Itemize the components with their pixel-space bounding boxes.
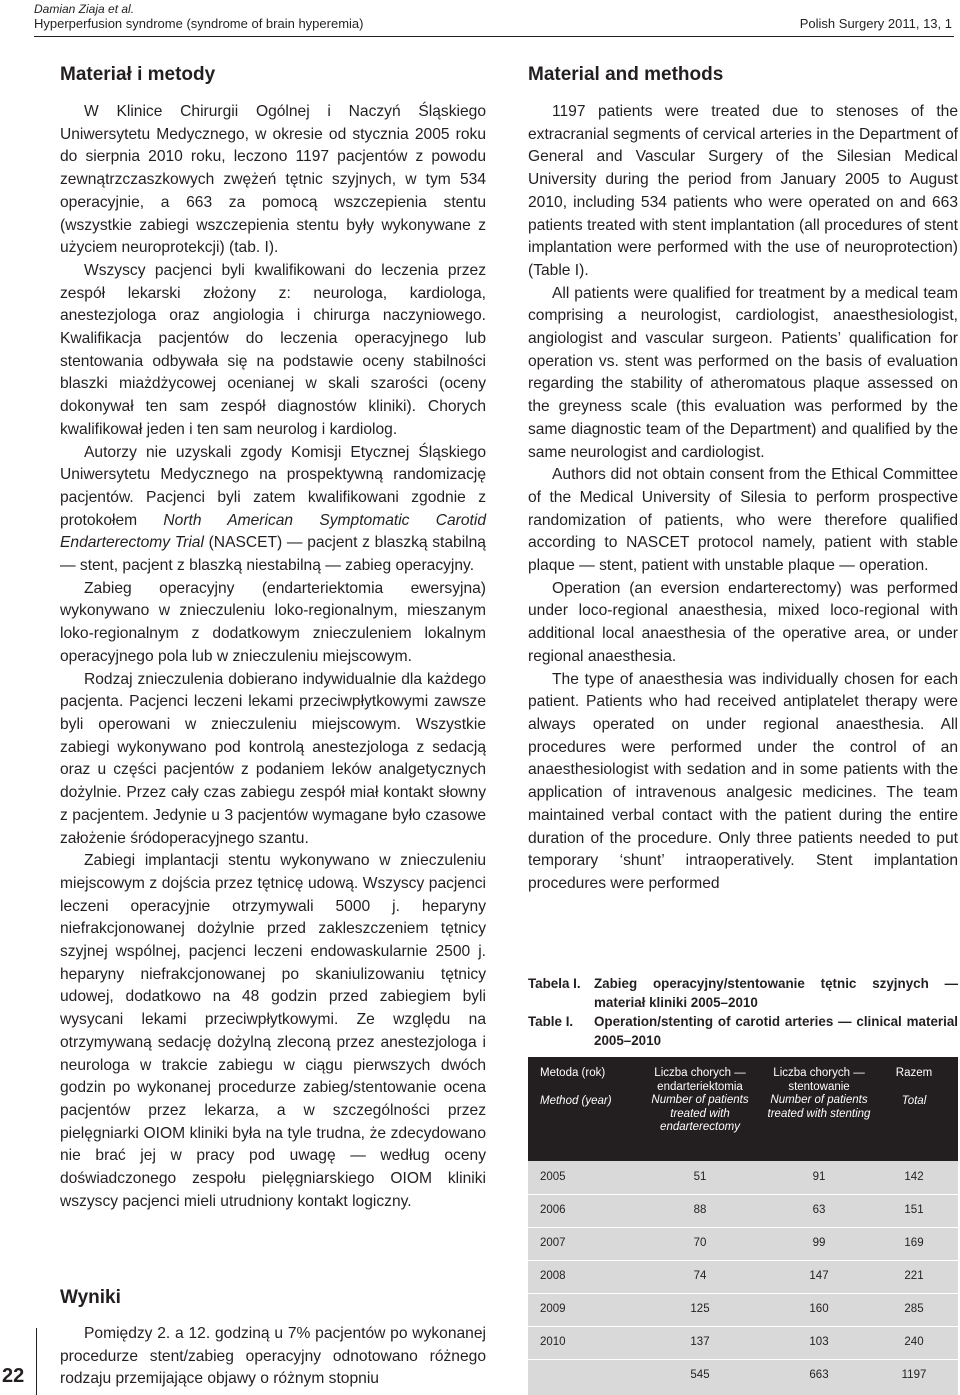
table-row: [528, 1326, 958, 1360]
table-row: [528, 1260, 958, 1294]
caption-label-pl: Tabela I.: [528, 976, 581, 991]
page-number-rule: [36, 1328, 37, 1395]
table-header-endarterectomy: Liczba chorych — endarteriektomia Number of patients treated with endarterectomy: [651, 1067, 749, 1133]
running-header-journal: Polish Surgery 2011, 13, 1: [799, 16, 952, 31]
table-cell: 63: [812, 1204, 826, 1216]
paragraph: Wszyscy pacjenci byli kwalifikowani do leczenia przez zespół lekarski złożony z: neurologa, kardiologa, anestezjologa oraz angiologia i chirurga naczyniowego. Kwalifikacja pacjentów do leczenia operacyjnego lub stentowania odbywała się na podstawie oceny stabilności blaszki miażdżycowej ocenianej w skali szarości (oceny dokonywał ten sam zespół diagnostów kliniki). Chorych kwalifikował jeden i ten sam neurolog i kardiolog.: [60, 261, 486, 438]
table-cell-year: 2010: [540, 1336, 566, 1348]
paragraph: Autorzy nie uzyskali zgody Komisji Etycznej Śląskiego Uniwersytetu Medycznego na prospektywną randomizację pacjentów. Pacjenci byli zatem kwalifikowani zgodnie z protokołem North American Symptomatic Carotid Endarterectomy Trial (NASCET) — pacjent z blaszką stabilną — stent, pacjent z blaszką niestabilną — zabieg operacyjny.: [60, 443, 486, 575]
table-cell: 221: [904, 1270, 924, 1282]
caption-text-en: Operation/stenting of carotid arteries — clinical material 2005–2010: [594, 1014, 958, 1048]
table-header: [528, 1057, 958, 1161]
paragraph: Zabieg operacyjny (endarteriektomia ewersyjna) wykonywano w znieczuleniu loko-regionalnym, mieszanym loko-regionalnym z dodatkowym znieczuleniem lokalnym operacyjnego pola lub w znieczuleniu miejscowym.: [60, 579, 486, 665]
table-row-total: [528, 1359, 958, 1392]
caption-text-pl: Zabieg operacyjny/stentowanie tętnic szyjnych — materiał kliniki 2005–2010: [594, 976, 958, 1010]
table-row: [528, 1194, 958, 1228]
table-header-total: Razem Total: [895, 1067, 933, 1107]
table-cell: 99: [812, 1237, 826, 1249]
table-header-method: Metoda (rok) Method (year): [540, 1067, 612, 1107]
table-cell: 74: [693, 1270, 707, 1282]
data-table: [528, 1057, 958, 1395]
page-number: 22: [2, 1365, 25, 1387]
column-english-methods: [528, 101, 958, 896]
table-cell: 125: [690, 1303, 710, 1315]
running-header-author: Damian Ziaja et al.: [34, 2, 135, 16]
table-caption: [528, 974, 958, 1050]
running-header-title: Hyperperfusion syndrome (syndrome of brain hyperemia): [34, 16, 364, 31]
column-polish-results: [60, 1323, 486, 1391]
paragraph: W Klinice Chirurgii Ogólnej i Naczyń Śląskiego Uniwersytetu Medycznego, w okresie od stycznia 2005 roku do sierpnia 2010 roku, leczono 1197 pacjentów z powodu zewnątrzczaszkowych zwężeń tętnic szyjnych, w tym 534 operacyjnie, a 663 za pomocą wszczepienia stentu (wszystkie zabiegi wszczepienia stentu były wykonywane z użyciem neuroprotekcji) (tab. I).: [60, 103, 486, 257]
table-cell: 137: [690, 1336, 710, 1348]
table-cell: 91: [812, 1171, 826, 1183]
table-cell-year: 2007: [540, 1237, 566, 1249]
section-heading-methods-pl: Materiał i metody: [60, 64, 216, 85]
section-heading-methods-en: Material and methods: [528, 64, 724, 85]
column-polish-methods: [60, 101, 486, 1213]
table-cell: 147: [809, 1270, 829, 1282]
caption-label-en: Table I.: [528, 1014, 574, 1029]
table-row: [528, 1293, 958, 1327]
paragraph: Rodzaj znieczulenia dobierano indywidualnie dla każdego pacjenta. Pacjenci leczeni lekami przeciwpłytkowymi zawsze byli operowani w znieczuleniu miejscowym. Wszystkie zabiegi wykonywano pod kontrolą anestezjologa z sedacją oraz u części pacjentów z podaniem leków analgetycznych dożylnie. Przez cały czas zabiegu zespół miał kontakt słowny z pacjentem. Jedynie u 3 pacjentów wymagane było czasowe założenie śródoperacyjnego szantu.: [60, 670, 486, 847]
table-row: [528, 1227, 958, 1261]
paragraph: The type of anaesthesia was individually chosen for each patient. Patients who had received antiplatelet therapy were always operated on under regional anaesthesia. All procedures were performed under the control of an anaesthesiologist with sedation and in some patients with the application of intravenous analgesic medicines. The team maintained verbal contact with the patient during the entire duration of the procedure. Only three patients needed to put temporary ‘shunt’ intraoperatively. Stent implantation procedures were performed: [528, 670, 958, 892]
table-cell: 51: [693, 1171, 707, 1183]
paragraph: Authors did not obtain consent from the Ethical Committee of the Medical University of Silesia to perform prospective randomization of patients, who were therefore qualified according to NASCET protocol namely, patient with stable plaque — stent, patient with unstable plaque — operation.: [528, 466, 958, 575]
table-header-stenting: Liczba chorych — stentowanie Number of patients treated with stenting: [767, 1067, 871, 1120]
paragraph: Pomiędzy 2. a 12. godziną u 7% pacjentów po wykonanej procedurze stent/zabieg operacyjny odnotowano różnego rodzaju przemijające objawy o różnym stopniu: [60, 1325, 486, 1388]
paragraph: All patients were qualified for treatment by a medical team comprising a neurologist, cardiologist, anaesthesiologist, angiologist and vascular surgeon. Patients’ qualification for operation vs. stent was performed on the basis of evaluation regarding the stability of atheromatous plaque assessed on the greyness scale (this evaluation was performed by the same diagnostic team of the Department) and qualified by the same neurologist and cardiologist.: [528, 284, 958, 461]
table-row: [528, 1161, 958, 1195]
header-rule: [34, 36, 954, 37]
section-heading-results-pl: Wyniki: [60, 1287, 121, 1308]
table-cell: 142: [904, 1171, 924, 1183]
paragraph: 1197 patients were treated due to stenoses of the extracranial segments of cervical arteries in the Department of General and Vascular Surgery of the Silesian Medical University during the period from January 2005 to August 2010, including 534 patients who were operated on and 663 patients treated with stent implantation (all procedures of stent implantation were performed with the use of neuroprotection) (Table I).: [528, 103, 958, 279]
table-cell: 169: [904, 1237, 924, 1249]
table-cell: 285: [904, 1303, 924, 1315]
table-cell: 160: [809, 1303, 829, 1315]
table-cell-year: 2005: [540, 1171, 566, 1183]
table-cell: 545: [690, 1369, 710, 1381]
table-cell: 151: [904, 1204, 924, 1216]
table-cell: 88: [693, 1204, 707, 1216]
table-cell: 103: [809, 1336, 829, 1348]
table-cell-year: 2009: [540, 1303, 566, 1315]
paragraph: Zabiegi implantacji stentu wykonywano w znieczuleniu miejscowym z dojścia przez tętnicę udową. Wszyscy pacjenci leczeni operacyjnie otrzymywali 5000 j. heparyny niefrakcjonowanej dożylnie przed zakleszczeniem tętnicy szyjnej wspólnej, pacjenci leczeni endowaskularnie 2500 j. heparyny niefrakcjonowanej po skaniulizowaniu tętnicy udowej, dodatkowo na 48 godzin przed zabiegiem byli wysycani lekami przeciwpłytkowymi. Ze względu na otrzymywaną sedację dożylną zleconą przez anestezjologa i neurologa w trakcie zabiegu w ciągu pierwszych dwóch godzin po wykonanej procedurze zabieg/stentowanie ocena pacjentów przez lekarza, a w szczególności przez pielęgniarki OIOM kliniki była na tyle trudna, że zdecydowano nie brać jej w pracy pod uwagę — według oceny doświadczonego zespołu pielęgniarskiego OIOM kliniki wszyscy pacjenci mieli utrudniony kontakt logiczny.: [60, 852, 486, 1210]
table-cell-year: 2008: [540, 1270, 566, 1282]
trial-name: North American Symptomatic Carotid Endarterectomy Trial: [60, 511, 486, 552]
table-cell: 663: [809, 1369, 829, 1381]
table-cell: 240: [904, 1336, 924, 1348]
table-cell-year: 2006: [540, 1204, 566, 1216]
table-cell: 70: [693, 1237, 707, 1249]
paragraph: Operation (an eversion endarterectomy) was performed under loco-regional anaesthesia, mixed loco-regional with additional local anaesthesia of the operative area, or under regional anaesthesia.: [528, 579, 958, 665]
table-cell: 1197: [901, 1369, 927, 1381]
